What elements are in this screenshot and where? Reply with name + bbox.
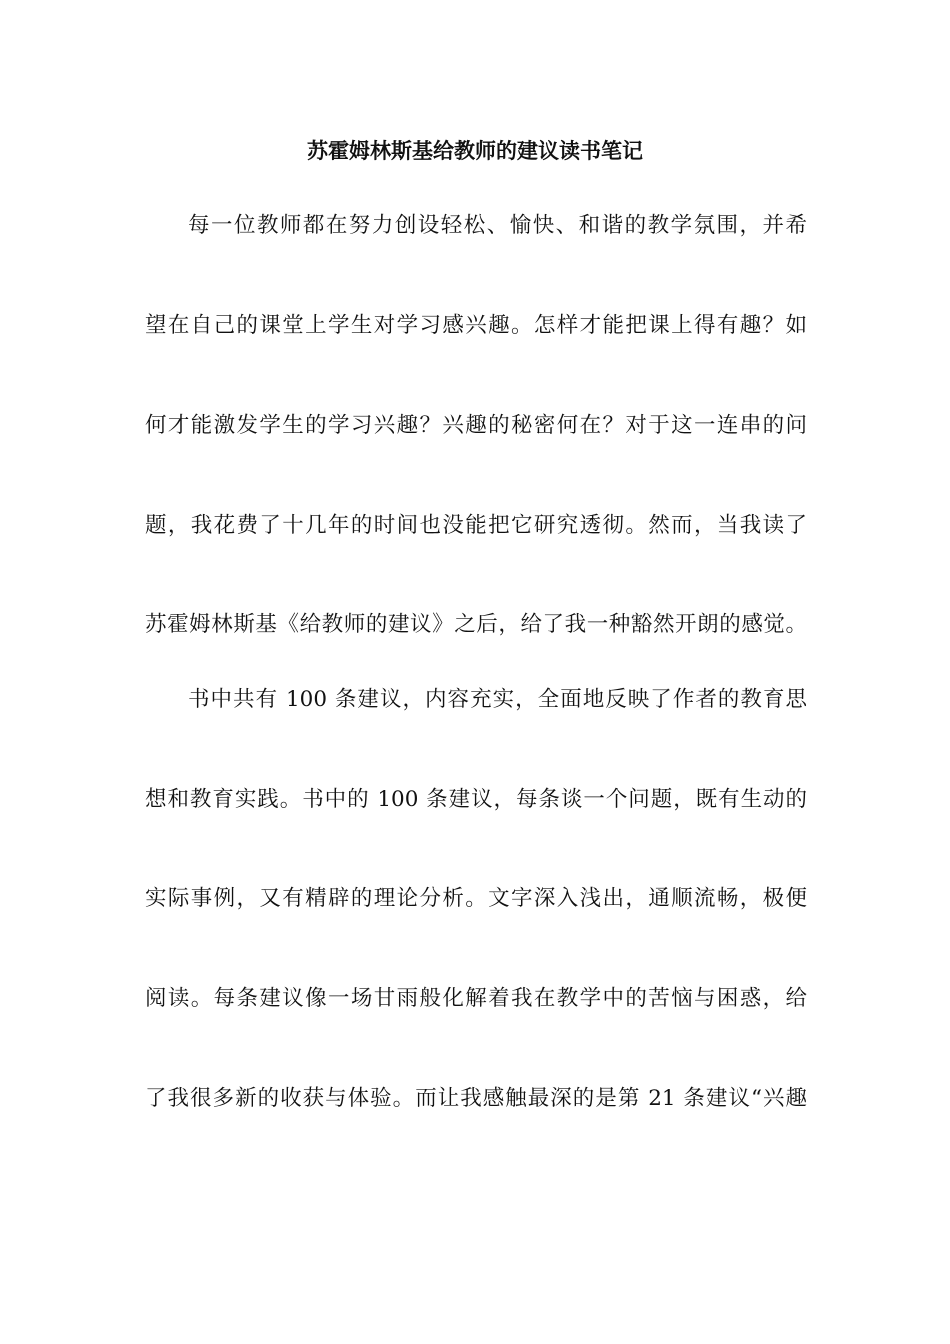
paragraph-2-line-4: 阅读。每条建议像一场甘雨般化解着我在教学中的苦恼与困惑，给 (145, 986, 807, 1011)
paragraph-1-line-2: 望在自己的课堂上学生对学习感兴趣。怎样才能把课上得有趣？如 (145, 313, 807, 338)
paragraph-1-line-3: 何才能激发学生的学习兴趣？兴趣的秘密何在？对于这一连串的问 (145, 413, 807, 438)
paragraph-2-line-1: 书中共有 100 条建议，内容充实，全面地反映了作者的教育思 (188, 687, 807, 712)
paragraph-1-line-1: 每一位教师都在努力创设轻松、愉快、和谐的教学氛围，并希 (188, 213, 807, 238)
document-title: 苏霍姆林斯基给教师的建议读书笔记 (307, 138, 643, 163)
paragraph-2-line-2: 想和教育实践。书中的 100 条建议，每条谈一个问题，既有生动的 (145, 787, 807, 812)
paragraph-1-line-4: 题，我花费了十几年的时间也没能把它研究透彻。然而，当我读了 (145, 513, 807, 538)
paragraph-2-line-3: 实际事例，又有精辟的理论分析。文字深入浅出，通顺流畅，极便 (145, 886, 807, 911)
paragraph-1-line-5: 苏霍姆林斯基《给教师的建议》之后，给了我一种豁然开朗的感觉。 (145, 612, 807, 637)
paragraph-2-line-5: 了我很多新的收获与体验。而让我感触最深的是第 21 条建议“兴趣 (145, 1086, 807, 1111)
